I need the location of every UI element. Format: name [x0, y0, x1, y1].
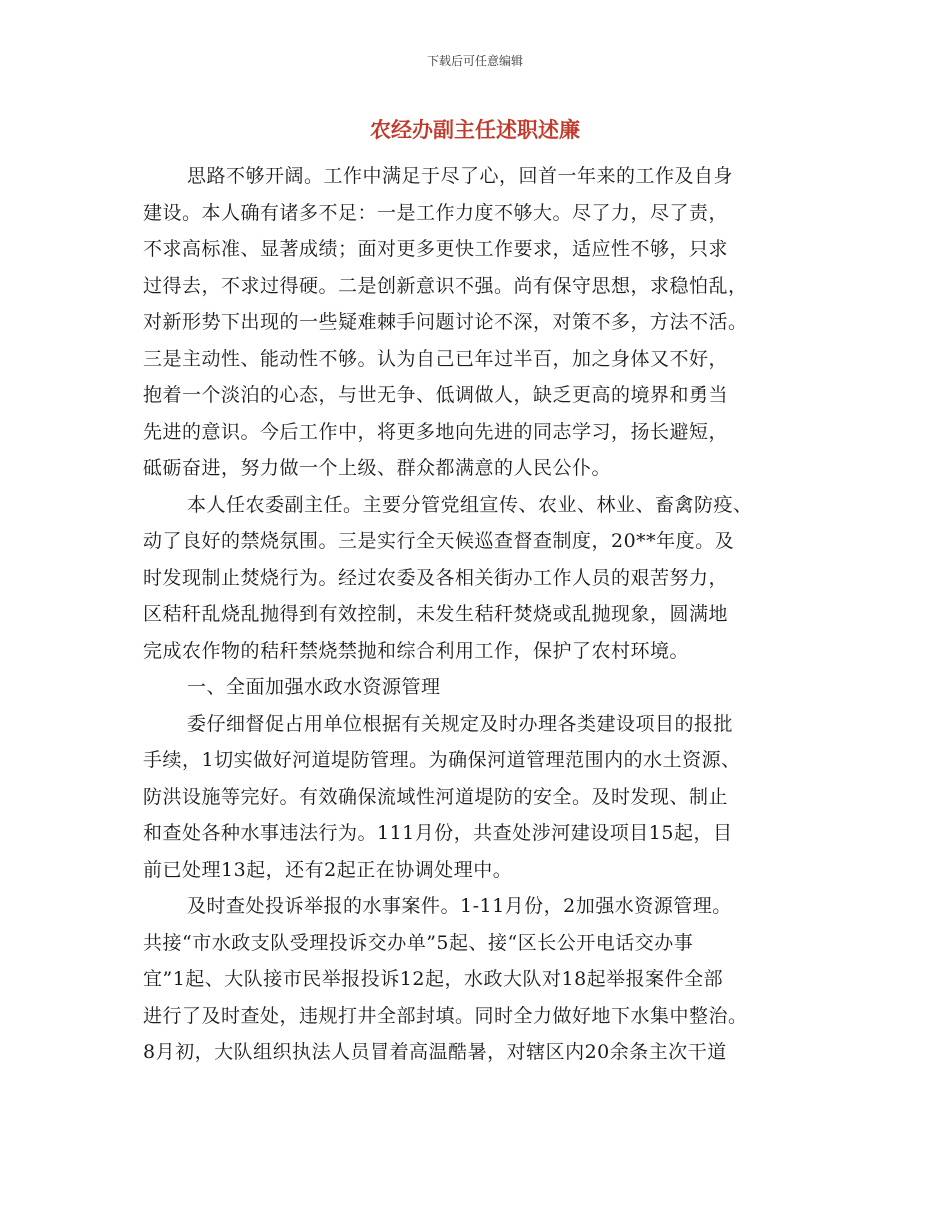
body-text-line: 进行了及时查处，违规打井全部封填。同时全力做好地下水集中整治。	[143, 1004, 748, 1027]
body-text-line: 本人任农委副主任。主要分管党组宣传、农业、林业、畜禽防疫、	[187, 493, 753, 516]
body-text-line: 先进的意识。今后工作中，将更多地向先进的同志学习，扬长避短，	[143, 420, 729, 443]
body-text-line: 一、全面加强水政水资源管理	[187, 676, 441, 698]
document-title: 农经办副主任述职述廉	[370, 118, 580, 142]
body-text-line: 不求高标准、显著成绩；面对更多更快工作要求，适应性不够，只求	[143, 238, 729, 260]
document-body	[143, 158, 823, 1071]
body-text-line: 8月初，大队组织执法人员冒着高温酷暑，对辖区内20余条主次干道	[143, 1041, 727, 1063]
body-text-line: 完成农作物的秸秆禁烧禁抛和综合利用工作，保护了农村环境。	[143, 639, 690, 662]
body-text-line: 防洪设施等完好。有效确保流域性河道堤防的安全。及时发现、制止	[143, 785, 729, 808]
body-text-line: 抱着一个淡泊的心态，与世无争、低调做人，缺乏更高的境界和勇当	[143, 384, 729, 406]
body-text-line: 过得去，不求过得硬。二是创新意识不强。尚有保守思想，求稳怕乱，	[143, 274, 748, 297]
page-header-note: 下载后可任意编辑	[426, 54, 523, 68]
body-text-line: 时发现制止焚烧行为。经过农委及各相关街办工作人员的艰苦努力，	[143, 566, 729, 589]
body-text-line: 对新形势下出现的一些疑难棘手问题讨论不深，对策不多，方法不活。	[143, 311, 748, 333]
body-text-line: 及时查处投诉举报的水事案件。1-11月份，2加强水资源管理。	[187, 895, 732, 917]
body-text-line: 砥砺奋进，努力做一个上级、群众都满意的人民公仆。	[143, 457, 612, 479]
body-text-line: 区秸秆乱烧乱抛得到有效控制，未发生秸秆焚烧或乱抛现象，圆满地	[143, 603, 729, 625]
body-text-line: 和查处各种水事违法行为。111月份，共查处涉河建设项目15起，目	[143, 822, 733, 844]
body-text-line: 委仔细督促占用单位根据有关规定及时办理各类建设项目的报批	[187, 712, 734, 735]
body-text-line: 手续，1切实做好河道堤防管理。为确保河道管理范围内的水土资源、	[143, 749, 741, 771]
body-text-line: 宜”1起、大队接市民举报投诉12起，水政大队对18起举报案件全部	[143, 968, 724, 990]
body-text-line: 思路不够开阔。工作中满足于尽了心，回首一年来的工作及自身	[187, 165, 734, 187]
body-text-line: 三是主动性、能动性不够。认为自己已年过半百，加之身体又不好，	[143, 347, 729, 370]
body-text-line: 前已处理13起，还有2起正在协调处理中。	[143, 858, 513, 881]
body-text-line: 建设。本人确有诸多不足：一是工作力度不够大。尽了力，尽了责，	[143, 201, 729, 224]
body-text-line: 共接“市水政支队受理投诉交办单”5起、接“区长公开电话交办事	[143, 931, 694, 954]
body-text-line: 动了良好的禁烧氛围。三是实行全天候巡查督查制度，20**年度。及	[143, 530, 735, 552]
